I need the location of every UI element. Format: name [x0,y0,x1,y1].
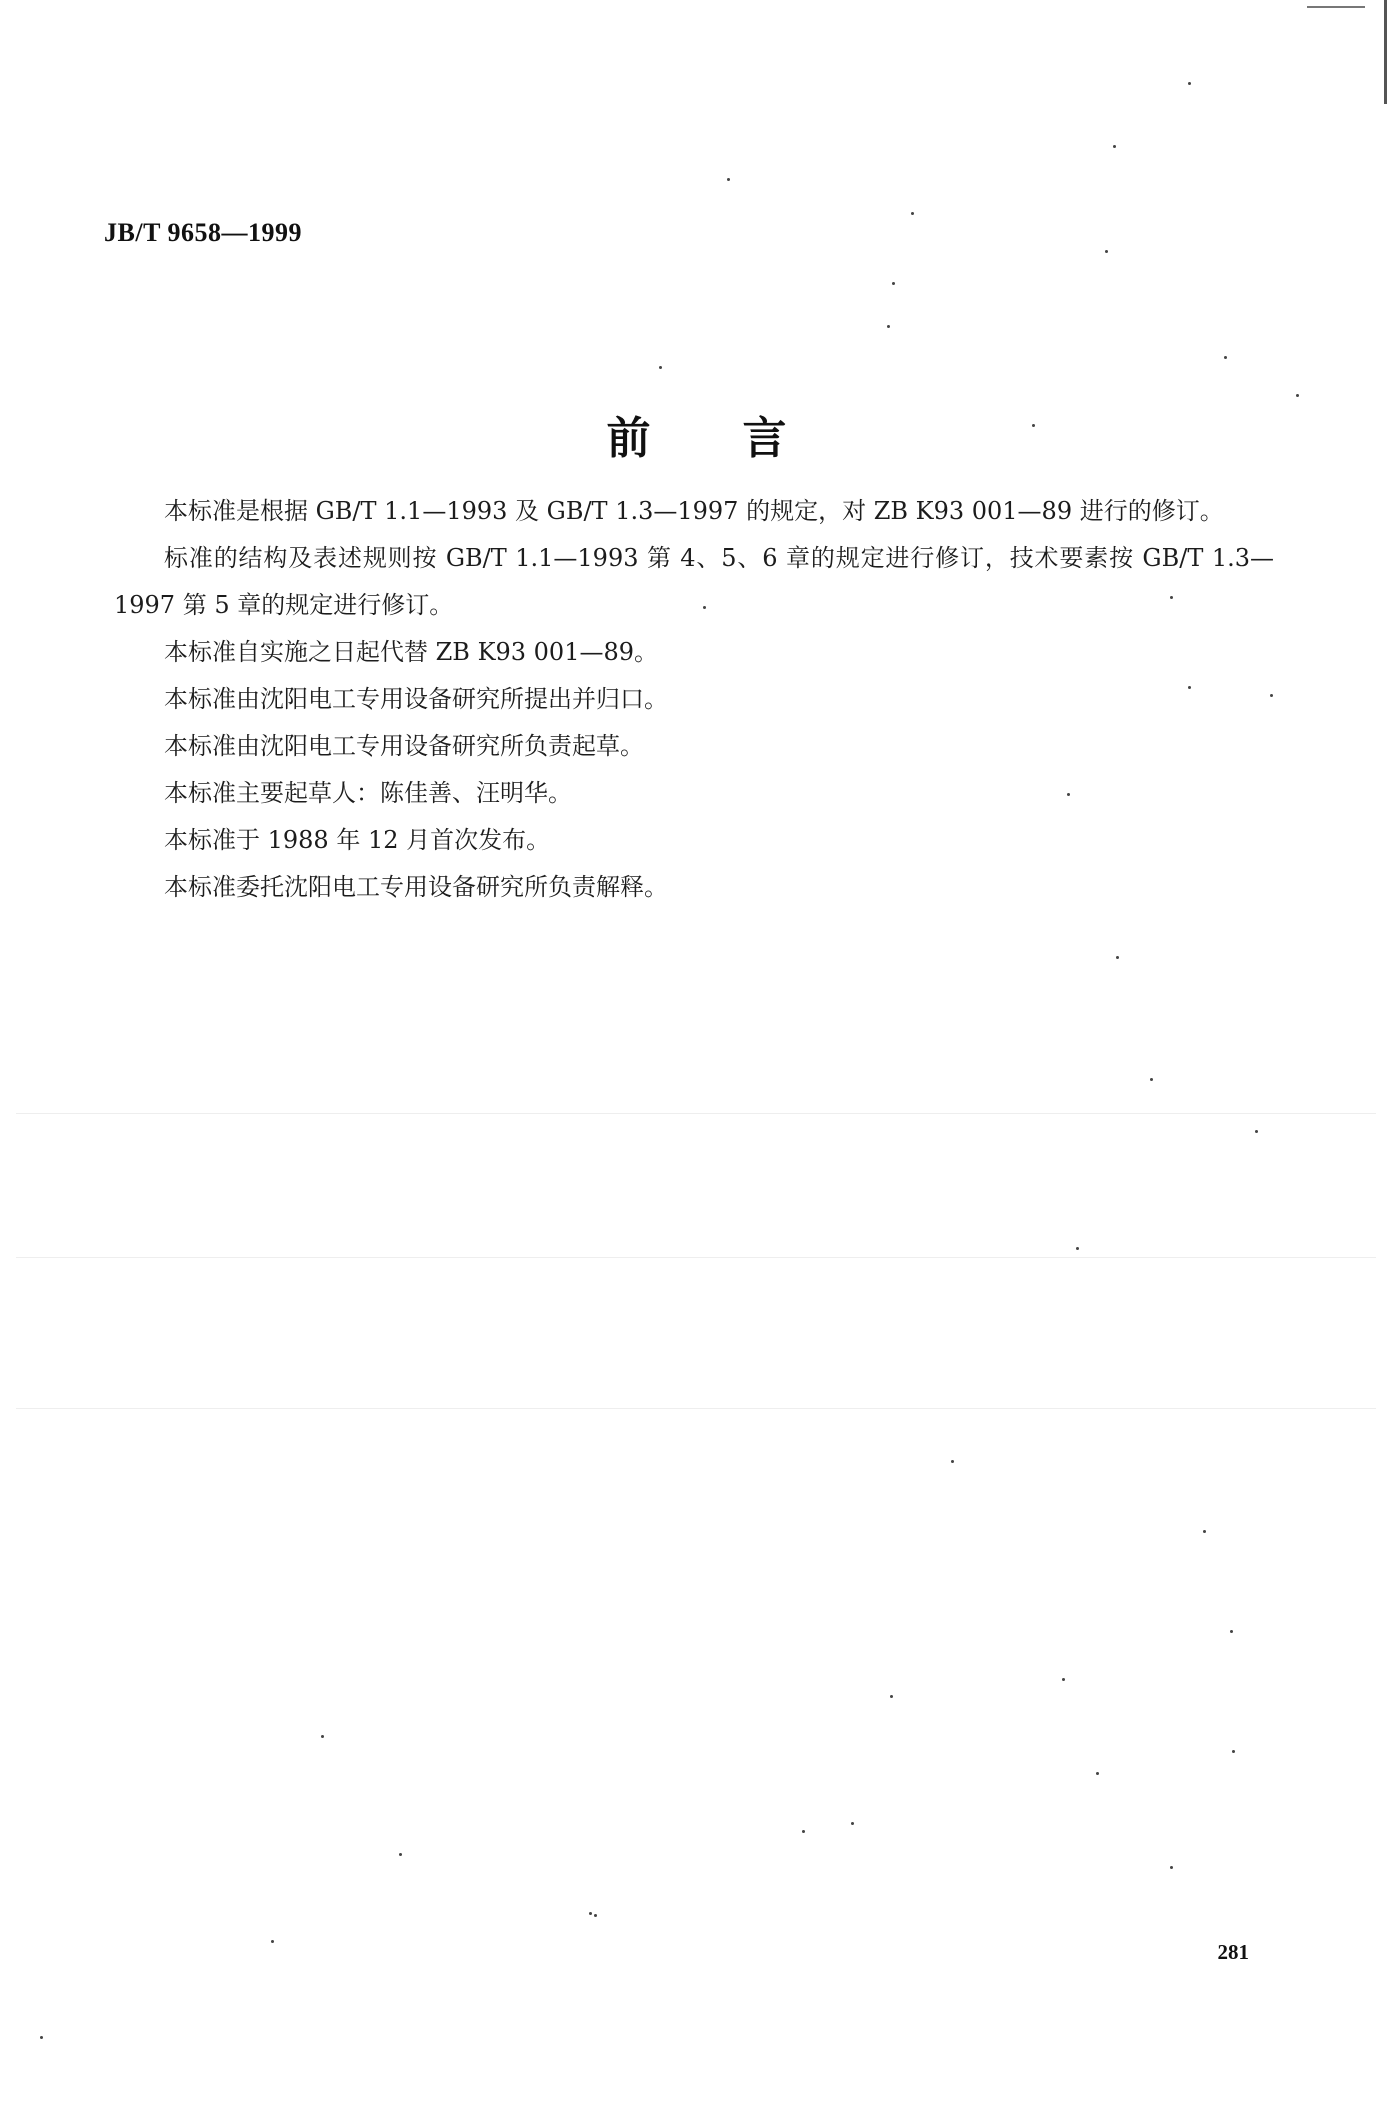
scan-speck [1270,694,1273,697]
scan-speck [399,1853,402,1856]
scan-speck [1105,250,1108,253]
paragraph-interpretation: 本标准委托沈阳电工专用设备研究所负责解释。 [164,873,668,901]
scan-speck [802,1830,805,1833]
scan-speck [271,1940,274,1943]
scan-speck [1170,596,1173,599]
scan-speck [911,212,914,215]
scan-speck [1224,356,1227,359]
scan-speck [1076,1247,1079,1250]
scan-speck [887,325,890,328]
scan-artifact-line [16,1408,1376,1409]
scan-speck [1170,1866,1173,1869]
scan-speck [1096,1772,1099,1775]
scan-speck [1203,1530,1206,1533]
paragraph-structure-rules: 标准的结构及表述规则按 GB/T 1.1—1993 第 4、5、6 章的规定进行修订，技术要素按 GB/T 1.3—1997 第 5 章的规定进行修订。 [114,544,1274,619]
scan-speck [1067,793,1070,796]
scan-speck [1230,1630,1233,1633]
scan-speck [892,282,895,285]
title-char-1: 前 [606,413,651,464]
scan-speck [890,1695,893,1698]
scan-edge-mark [1307,6,1365,8]
scan-speck [1188,686,1191,689]
scan-speck [1232,1750,1235,1753]
page-number: 281 [1217,1940,1249,1964]
scan-speck [703,606,706,609]
scan-speck [1255,1130,1258,1133]
scan-speck [951,1460,954,1463]
paragraph-drafter: 本标准由沈阳电工专用设备研究所负责起草。 [164,732,644,760]
scan-speck [1188,82,1191,85]
scan-speck [851,1822,854,1825]
scan-speck [321,1735,324,1738]
scan-speck [594,1914,597,1917]
scan-speck [40,2036,43,2039]
scan-speck [1062,1678,1065,1681]
scan-speck [727,178,730,181]
paragraph-proposer: 本标准由沈阳电工专用设备研究所提出并归口。 [164,685,668,713]
foreword-body [114,488,1274,911]
scan-speck [589,1912,592,1915]
paragraph-revision-basis: 本标准是根据 GB/T 1.1—1993 及 GB/T 1.3—1997 的规定，对 ZB K93 001—89 进行的修订。 [164,497,1224,525]
page-title [0,402,1393,466]
scan-speck [659,366,662,369]
paragraph-replacement: 本标准自实施之日起代替 ZB K93 001—89。 [164,638,659,666]
scan-speck [1116,956,1119,959]
scan-speck [1150,1078,1153,1081]
paragraph-first-release: 本标准于 1988 年 12 月首次发布。 [164,826,551,854]
title-char-2: 言 [742,413,787,464]
scan-artifact-line [16,1257,1376,1258]
scan-artifact-line [16,1113,1376,1114]
paragraph-authors: 本标准主要起草人：陈佳善、汪明华。 [164,779,572,807]
scan-edge-line [1384,0,1387,104]
scan-speck [1113,145,1116,148]
scan-speck [1296,394,1299,397]
standard-code: JB/T 9658—1999 [104,218,302,247]
scan-speck [1032,424,1035,427]
